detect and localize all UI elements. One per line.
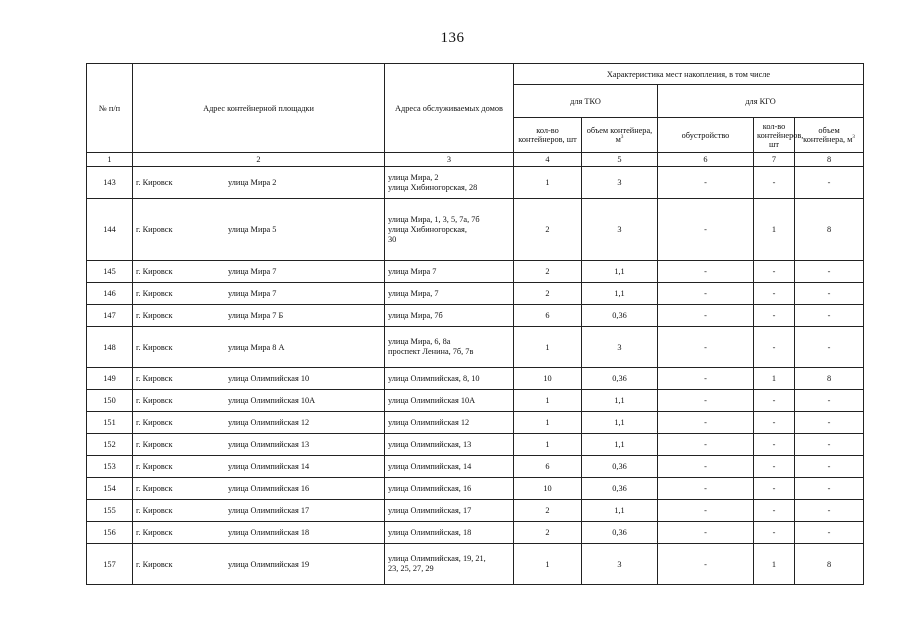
table-row <box>87 167 864 199</box>
kgo-container-count: 1 <box>754 544 795 585</box>
kgo-container-count: 1 <box>754 368 795 390</box>
column-number: 4 <box>514 153 582 167</box>
row-number: 143 <box>87 167 133 199</box>
site-street: улица Олимпийская 12 <box>228 418 310 427</box>
served-homes <box>385 522 514 544</box>
row-number: 154 <box>87 478 133 500</box>
site-street: улица Олимпийская 13 <box>228 440 310 449</box>
home-address-line: улица Олимпийская, 19, 21, <box>388 554 486 563</box>
site-street: улица Мира 5 <box>228 225 277 234</box>
site-address <box>133 456 385 478</box>
site-address <box>133 305 385 327</box>
site-address <box>133 390 385 412</box>
site-city: г. Кировск <box>136 418 173 427</box>
kgo-container-count: - <box>754 522 795 544</box>
header-tko-volume-label: объем контейнера, м <box>586 126 653 144</box>
tko-container-count: 2 <box>514 500 582 522</box>
table-row <box>87 456 864 478</box>
home-address-line: улица Мира, 7б <box>388 310 443 320</box>
row-number: 148 <box>87 327 133 368</box>
tko-container-volume: 3 <box>582 327 658 368</box>
kgo-setup: - <box>658 283 754 305</box>
kgo-setup: - <box>658 199 754 261</box>
site-city: г. Кировск <box>136 225 173 234</box>
table-row <box>87 368 864 390</box>
tko-container-count: 1 <box>514 167 582 199</box>
kgo-container-count: - <box>754 283 795 305</box>
tko-container-volume: 0,36 <box>582 368 658 390</box>
tko-container-count: 1 <box>514 327 582 368</box>
tko-container-volume: 1,1 <box>582 261 658 283</box>
kgo-container-count: - <box>754 327 795 368</box>
tko-container-volume: 3 <box>582 199 658 261</box>
kgo-container-count: - <box>754 412 795 434</box>
kgo-setup: - <box>658 390 754 412</box>
column-number: 1 <box>87 153 133 167</box>
tko-container-count: 2 <box>514 199 582 261</box>
kgo-setup: - <box>658 327 754 368</box>
site-city: г. Кировск <box>136 484 173 493</box>
home-address-line: проспект Ленина, 7б, 7в <box>388 347 474 356</box>
tko-container-volume: 0,36 <box>582 456 658 478</box>
table-row <box>87 412 864 434</box>
kgo-container-volume: - <box>795 305 864 327</box>
tko-container-count: 1 <box>514 544 582 585</box>
site-city: г. Кировск <box>136 289 173 298</box>
home-address-line: улица Мира, 6, 8а <box>388 337 451 346</box>
kgo-container-count: - <box>754 500 795 522</box>
home-address-line: улица Олимпийская 10А <box>388 395 476 405</box>
tko-container-volume: 0,36 <box>582 522 658 544</box>
site-street: улица Мира 7 <box>228 289 277 298</box>
home-address-line: 23, 25, 27, 29 <box>388 564 434 573</box>
header-tko-volume <box>582 118 658 153</box>
tko-container-count: 6 <box>514 305 582 327</box>
site-city: г. Кировск <box>136 342 173 352</box>
home-address-line: улица Хибиногорская, 28 <box>388 182 478 192</box>
kgo-container-volume: - <box>795 327 864 368</box>
served-homes <box>385 434 514 456</box>
site-address <box>133 368 385 390</box>
header-col-homes: Адреса обслуживаемых домов <box>385 64 514 153</box>
served-homes <box>385 368 514 390</box>
table-body <box>87 167 864 585</box>
tko-container-volume: 3 <box>582 167 658 199</box>
row-number: 144 <box>87 199 133 261</box>
site-city: г. Кировск <box>136 528 173 537</box>
tko-container-count: 2 <box>514 283 582 305</box>
table-row <box>87 390 864 412</box>
served-homes <box>385 167 514 199</box>
tko-container-count: 10 <box>514 478 582 500</box>
table-header <box>87 64 864 167</box>
served-homes <box>385 199 514 261</box>
served-homes <box>385 390 514 412</box>
column-number: 2 <box>133 153 385 167</box>
served-homes <box>385 412 514 434</box>
tko-container-volume: 0,36 <box>582 305 658 327</box>
home-address-line: улица Мира, 1, 3, 5, 7а, 7б <box>388 214 480 224</box>
header-tko-count: кол-во контейнеров, шт <box>514 118 582 153</box>
site-street: улица Олимпийская 14 <box>228 462 310 471</box>
kgo-container-count: - <box>754 434 795 456</box>
column-number: 8 <box>795 153 864 167</box>
kgo-container-volume: 8 <box>795 368 864 390</box>
site-address <box>133 522 385 544</box>
site-street: улица Мира 7 Б <box>228 311 284 320</box>
kgo-setup: - <box>658 305 754 327</box>
kgo-container-volume: - <box>795 261 864 283</box>
table-row <box>87 478 864 500</box>
kgo-container-volume: 8 <box>795 544 864 585</box>
home-address-line: улица Олимпийская, 16 <box>388 483 472 493</box>
site-address <box>133 199 385 261</box>
site-address <box>133 500 385 522</box>
header-kgo-count: кол-во контейнеров, шт <box>754 118 795 153</box>
tko-container-count: 10 <box>514 368 582 390</box>
site-address <box>133 544 385 585</box>
row-number: 149 <box>87 368 133 390</box>
site-street: улица Олимпийская 10А <box>228 396 316 405</box>
table-row <box>87 434 864 456</box>
column-number: 7 <box>754 153 795 167</box>
served-homes <box>385 544 514 585</box>
site-street: улица Олимпийская 18 <box>228 528 310 537</box>
served-homes <box>385 261 514 283</box>
home-address-line: 30 <box>388 234 397 244</box>
kgo-container-count: - <box>754 167 795 199</box>
site-city: г. Кировск <box>136 311 173 320</box>
kgo-container-count: - <box>754 261 795 283</box>
site-street: улица Мира 7 <box>228 267 277 276</box>
table-row <box>87 544 864 585</box>
kgo-setup: - <box>658 544 754 585</box>
home-address-line: улица Мира, 2 <box>388 172 439 182</box>
site-address <box>133 167 385 199</box>
header-col-address: Адрес контейнерной площадки <box>133 64 385 153</box>
column-number: 5 <box>582 153 658 167</box>
kgo-container-count: - <box>754 478 795 500</box>
served-homes <box>385 305 514 327</box>
home-address-line: улица Олимпийская 12 <box>388 417 470 427</box>
row-number: 152 <box>87 434 133 456</box>
kgo-setup: - <box>658 478 754 500</box>
site-address <box>133 478 385 500</box>
row-number: 157 <box>87 544 133 585</box>
site-address <box>133 261 385 283</box>
kgo-container-volume: - <box>795 434 864 456</box>
site-address <box>133 283 385 305</box>
kgo-setup: - <box>658 522 754 544</box>
site-city: г. Кировск <box>136 374 173 383</box>
site-city: г. Кировск <box>136 178 173 187</box>
site-street: улица Мира 8 А <box>228 342 285 352</box>
row-number: 155 <box>87 500 133 522</box>
home-address-line: улица Хибиногорская, <box>388 224 467 234</box>
tko-container-count: 6 <box>514 456 582 478</box>
tko-container-count: 1 <box>514 434 582 456</box>
home-address-line: улица Олимпийская, 14 <box>388 461 472 471</box>
header-kgo-setup: обустройство <box>658 118 754 153</box>
column-number: 3 <box>385 153 514 167</box>
tko-container-count: 1 <box>514 390 582 412</box>
kgo-container-volume: - <box>795 500 864 522</box>
row-number: 146 <box>87 283 133 305</box>
row-number: 153 <box>87 456 133 478</box>
site-street: улица Олимпийская 16 <box>228 484 310 493</box>
site-city: г. Кировск <box>136 559 173 569</box>
served-homes <box>385 283 514 305</box>
header-group-title: Характеристика мест накопления, в том числе <box>514 64 864 85</box>
row-number: 151 <box>87 412 133 434</box>
served-homes <box>385 327 514 368</box>
home-address-line: улица Мира 7 <box>388 266 437 276</box>
tko-container-count: 2 <box>514 522 582 544</box>
kgo-setup: - <box>658 412 754 434</box>
home-address-line: улица Олимпийская, 17 <box>388 505 472 515</box>
container-sites-table <box>86 63 864 585</box>
home-address-line: улица Олимпийская, 13 <box>388 439 472 449</box>
kgo-container-count: - <box>754 456 795 478</box>
tko-container-volume: 1,1 <box>582 412 658 434</box>
tko-container-volume: 1,1 <box>582 283 658 305</box>
site-city: г. Кировск <box>136 440 173 449</box>
table-row <box>87 500 864 522</box>
row-number: 156 <box>87 522 133 544</box>
kgo-container-count: - <box>754 390 795 412</box>
site-address <box>133 327 385 368</box>
unit-superscript: 3 <box>620 135 624 141</box>
kgo-setup: - <box>658 167 754 199</box>
tko-container-volume: 1,1 <box>582 500 658 522</box>
tko-container-volume: 3 <box>582 544 658 585</box>
header-kgo-volume <box>795 118 864 153</box>
table-row <box>87 283 864 305</box>
served-homes <box>385 478 514 500</box>
served-homes <box>385 500 514 522</box>
site-city: г. Кировск <box>136 462 173 471</box>
row-number: 145 <box>87 261 133 283</box>
kgo-container-volume: - <box>795 167 864 199</box>
kgo-container-volume: - <box>795 283 864 305</box>
site-city: г. Кировск <box>136 267 173 276</box>
site-street: улица Олимпийская 19 <box>228 559 310 569</box>
kgo-container-volume: 8 <box>795 199 864 261</box>
row-number: 150 <box>87 390 133 412</box>
page-number: 136 <box>440 30 465 46</box>
tko-container-volume: 0,36 <box>582 478 658 500</box>
tko-container-count: 1 <box>514 412 582 434</box>
table-row <box>87 199 864 261</box>
home-address-line: улица Олимпийская, 18 <box>388 527 472 537</box>
kgo-setup: - <box>658 368 754 390</box>
home-address-line: улица Олимпийская, 8, 10 <box>388 373 480 383</box>
site-city: г. Кировск <box>136 506 173 515</box>
unit-superscript: 3 <box>852 135 855 141</box>
kgo-container-count: - <box>754 305 795 327</box>
kgo-container-volume: - <box>795 456 864 478</box>
header-kgo-volume-label: объем контейнера, м <box>803 126 853 144</box>
tko-container-volume: 1,1 <box>582 434 658 456</box>
kgo-setup: - <box>658 261 754 283</box>
site-street: улица Мира 2 <box>228 178 277 187</box>
tko-container-volume: 1,1 <box>582 390 658 412</box>
kgo-container-volume: - <box>795 390 864 412</box>
header-kgo-title: для КГО <box>658 85 864 118</box>
kgo-setup: - <box>658 456 754 478</box>
home-address-line: улица Мира, 7 <box>388 288 439 298</box>
header-col-num: № п/п <box>87 64 133 153</box>
table-row <box>87 261 864 283</box>
kgo-container-volume: - <box>795 522 864 544</box>
kgo-container-volume: - <box>795 478 864 500</box>
kgo-container-count: 1 <box>754 199 795 261</box>
kgo-container-volume: - <box>795 412 864 434</box>
kgo-setup: - <box>658 500 754 522</box>
site-city: г. Кировск <box>136 396 173 405</box>
site-address <box>133 434 385 456</box>
site-street: улица Олимпийская 17 <box>228 506 310 515</box>
site-street: улица Олимпийская 10 <box>228 374 310 383</box>
table-row <box>87 522 864 544</box>
kgo-setup: - <box>658 434 754 456</box>
header-tko-title: для ТКО <box>514 85 658 118</box>
row-number: 147 <box>87 305 133 327</box>
table-row <box>87 327 864 368</box>
table-row <box>87 305 864 327</box>
site-address <box>133 412 385 434</box>
served-homes <box>385 456 514 478</box>
tko-container-count: 2 <box>514 261 582 283</box>
column-number: 6 <box>658 153 754 167</box>
